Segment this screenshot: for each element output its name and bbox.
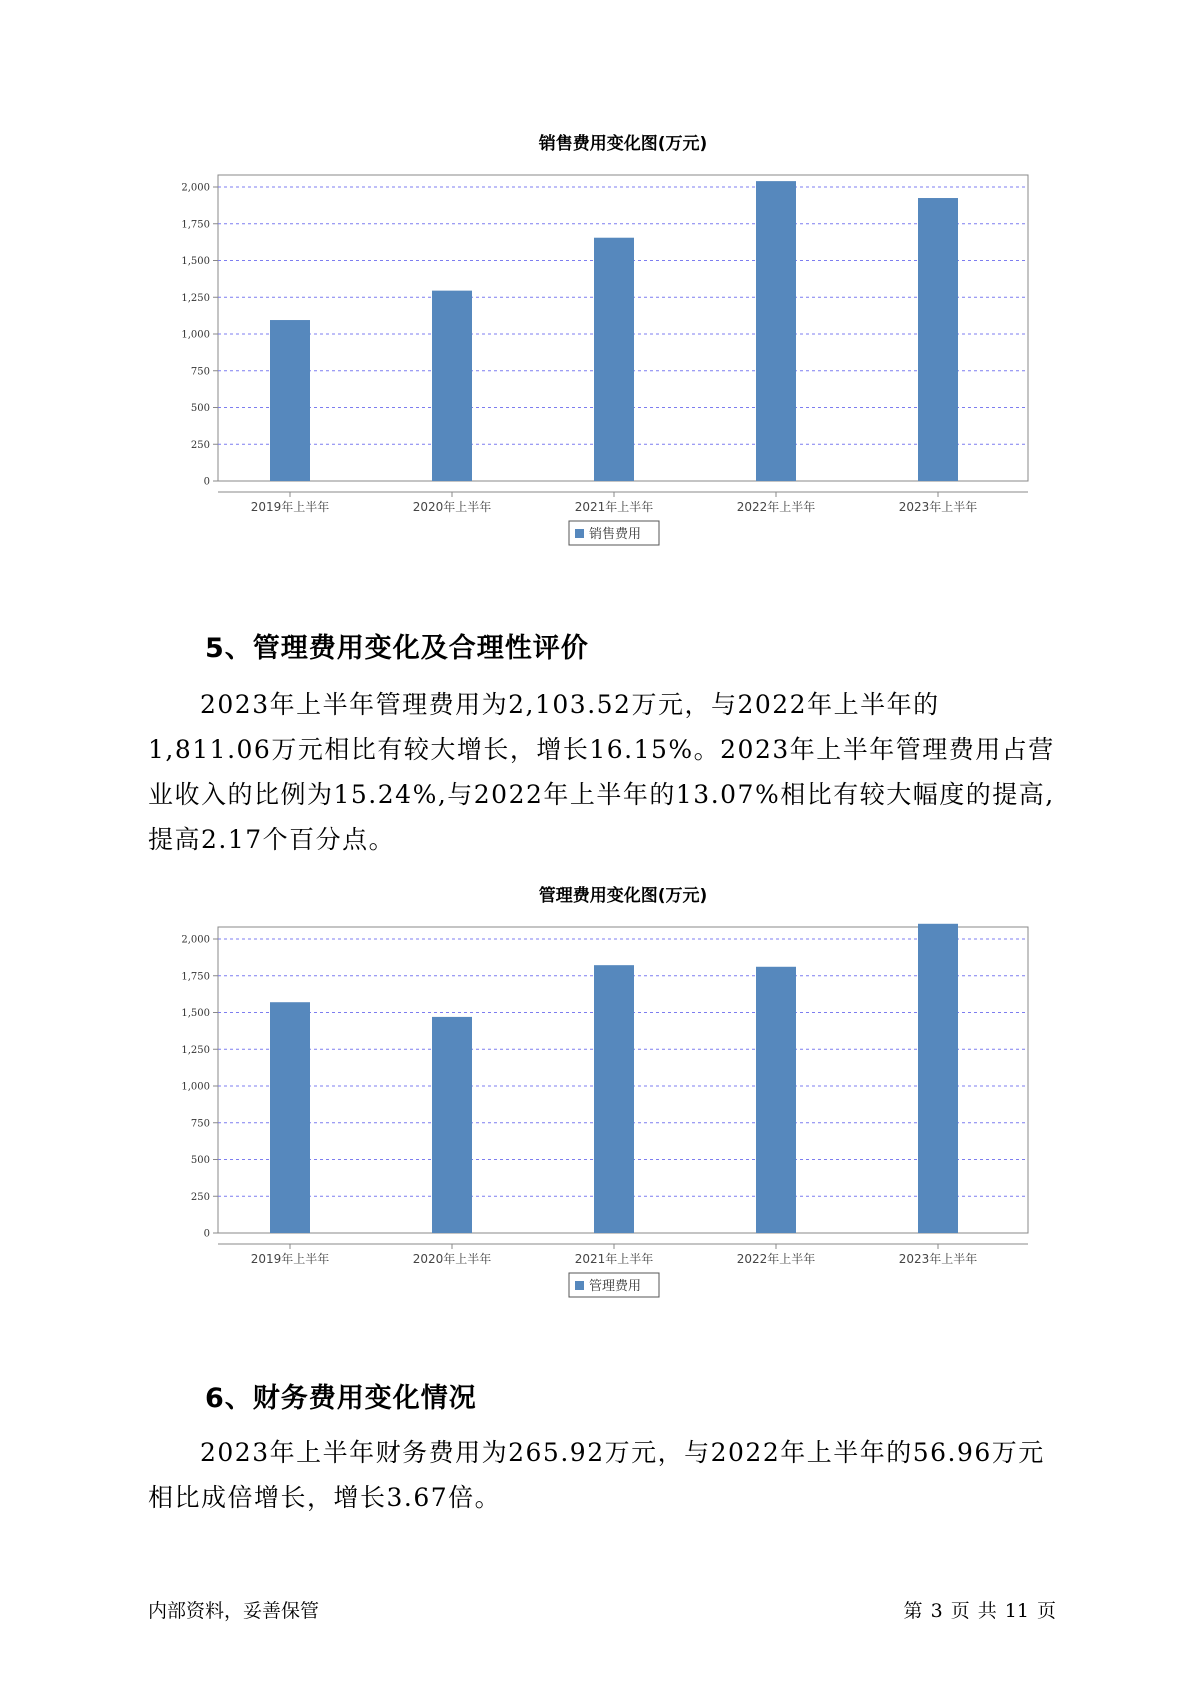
chart0-title: 销售费用变化图(万元) (538, 134, 708, 154)
chart1-xtick-label: 2023年上半年 (898, 1252, 978, 1266)
footer-confidential-note: 内部资料，妥善保管 (148, 1600, 320, 1622)
chart1-ytick-label: 1,750 (181, 971, 210, 983)
chart1-xtick-label: 2020年上半年 (412, 1252, 492, 1266)
chart1-bar (594, 965, 634, 1233)
chart0-ytick-label: 1,000 (181, 329, 210, 341)
chart0-xtick-label: 2021年上半年 (574, 500, 654, 514)
chart1-ytick-label: 500 (190, 1155, 210, 1166)
footer-page-number: 第 3 页 共 11 页 (903, 1600, 1056, 1622)
section-heading-finance: 6、财务费用变化情况 (205, 1383, 477, 1414)
chart0-ytick-label: 2,000 (181, 182, 210, 194)
chart0-bar (594, 238, 634, 481)
chart1-bar (756, 967, 796, 1233)
management-expense-text: 2023年上半年管理费用为2,103.52万元，与2022年上半年的1,811.06万元相比有较大增长，增长16.15%。2023年上半年管理费用占营业收入的比例为15.24%,与2022年上半年的13.07%相比有较大幅度的提高,提高2.17个百分点。 (148, 690, 1055, 854)
chart0-bar (432, 291, 472, 481)
chart1-ytick-label: 1,000 (181, 1081, 210, 1093)
chart1-xtick-label: 2021年上半年 (574, 1252, 654, 1266)
chart1-ytick-label: 1,250 (181, 1044, 210, 1056)
chart0-ytick-label: 500 (190, 403, 210, 414)
chart1-xtick-label: 2022年上半年 (736, 1252, 816, 1266)
chart0-xtick-label: 2023年上半年 (898, 500, 978, 514)
chart1-xtick-label: 2019年上半年 (250, 1252, 330, 1266)
chart1-ytick-label: 750 (190, 1118, 210, 1130)
chart0-ytick-label: 250 (190, 439, 210, 451)
chart0-ytick-label: 1,500 (181, 256, 210, 267)
chart0-legend-label: 销售费用 (589, 527, 642, 542)
chart1-title: 管理费用变化图(万元) (538, 886, 708, 906)
chart1-legend-swatch (575, 1281, 584, 1290)
chart1-legend-label: 管理费用 (589, 1279, 642, 1294)
chart1-bar (270, 1002, 310, 1233)
chart1-ytick-label: 1,500 (181, 1008, 210, 1019)
sales-expense-chart (148, 128, 1038, 548)
finance-expense-text: 2023年上半年财务费用为265.92万元，与2022年上半年的56.96万元相比成倍增长，增长3.67倍。 (148, 1438, 1045, 1512)
finance-expense-paragraph (148, 1430, 1060, 1520)
management-expense-chart-svg (148, 880, 1038, 1300)
chart1-bar (432, 1017, 472, 1233)
chart0-legend-swatch (575, 529, 584, 538)
chart0-xtick-label: 2019年上半年 (250, 500, 330, 514)
chart0-xtick-label: 2022年上半年 (736, 500, 816, 514)
chart0-bar (918, 198, 958, 481)
chart0-ytick-label: 750 (190, 366, 210, 378)
chart0-ytick-label: 1,750 (181, 219, 210, 231)
chart1-ytick-label: 0 (203, 1228, 210, 1240)
chart1-ytick-label: 250 (190, 1191, 210, 1203)
chart1-bar (918, 924, 958, 1233)
management-expense-paragraph (148, 682, 1060, 862)
chart0-bar (270, 320, 310, 481)
sales-expense-chart-svg (148, 128, 1038, 548)
chart0-ytick-label: 0 (203, 476, 210, 488)
chart0-xtick-label: 2020年上半年 (412, 500, 492, 514)
section-heading-management: 5、管理费用变化及合理性评价 (205, 633, 589, 664)
chart0-ytick-label: 1,250 (181, 292, 210, 304)
chart1-ytick-label: 2,000 (181, 934, 210, 946)
management-expense-chart (148, 880, 1038, 1300)
chart0-bar (756, 181, 796, 481)
